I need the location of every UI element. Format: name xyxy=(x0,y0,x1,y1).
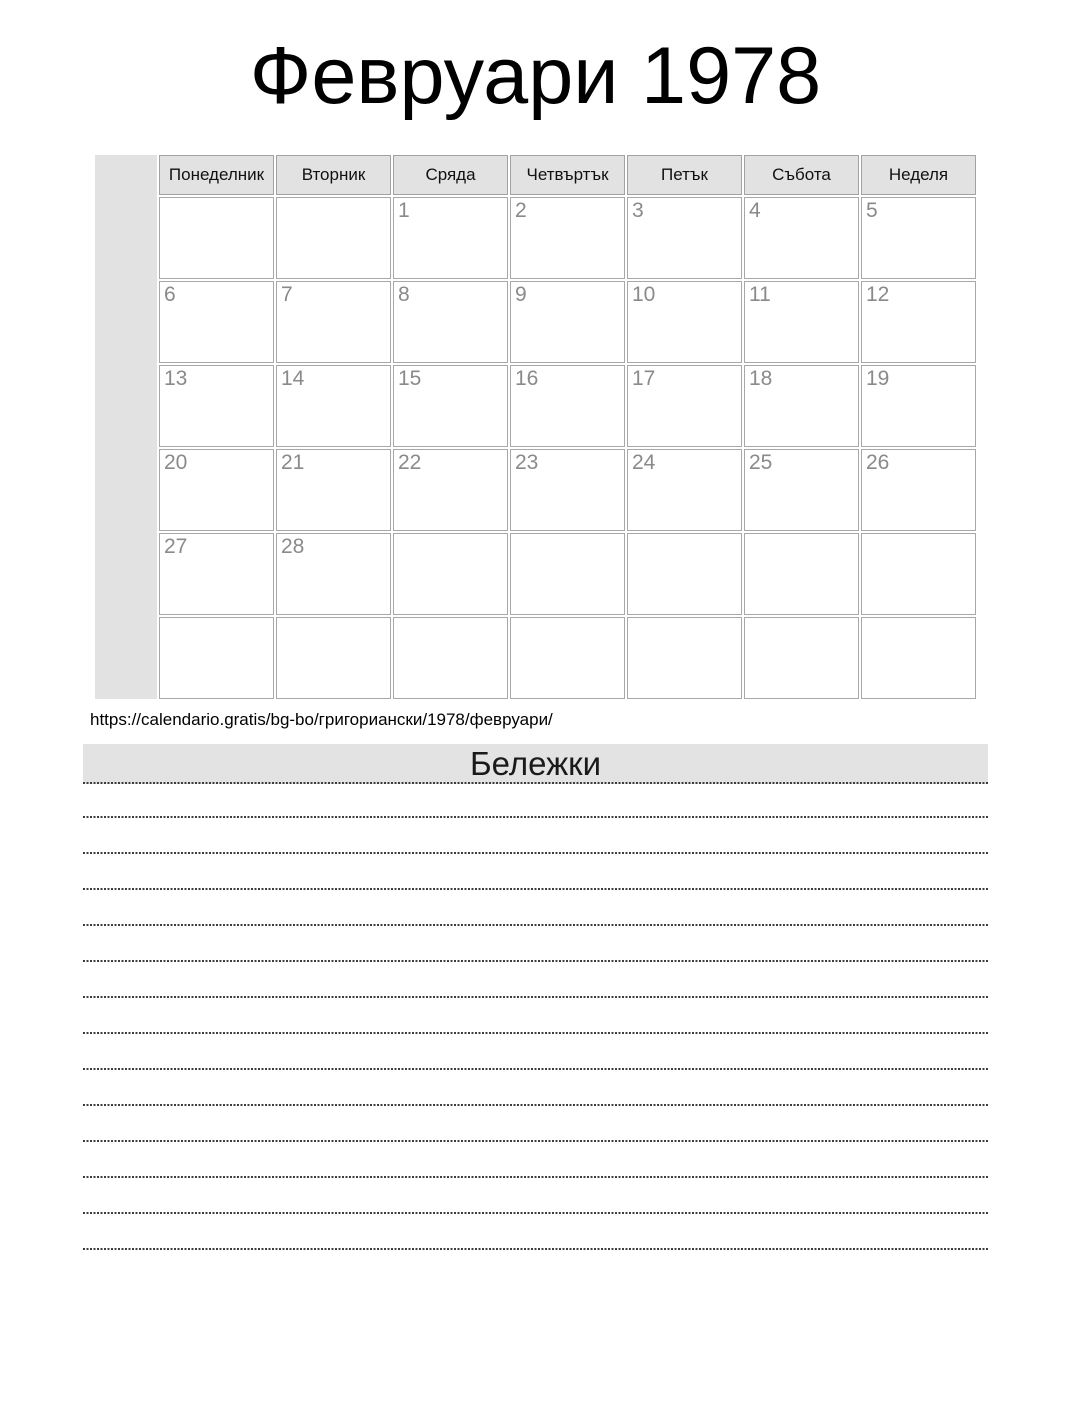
weekday-header: Четвъртък xyxy=(510,155,625,195)
week-row xyxy=(95,533,976,615)
day-cell xyxy=(627,365,742,447)
day-cell xyxy=(744,197,859,279)
day-cell xyxy=(627,449,742,531)
day-number: 24 xyxy=(632,451,656,475)
weekday-header: Петък xyxy=(627,155,742,195)
note-line xyxy=(83,1178,988,1214)
notes-lines xyxy=(83,784,988,1250)
day-number: 23 xyxy=(515,451,539,475)
note-line xyxy=(83,962,988,998)
day-number: 3 xyxy=(632,199,644,223)
day-number: 27 xyxy=(164,535,188,559)
day-cell xyxy=(627,197,742,279)
note-line xyxy=(83,1034,988,1070)
empty-day-cell xyxy=(627,617,742,699)
day-cell xyxy=(393,449,508,531)
weekday-header: Сряда xyxy=(393,155,508,195)
day-number: 12 xyxy=(866,283,890,307)
weekday-header: Вторник xyxy=(276,155,391,195)
day-cell xyxy=(744,281,859,363)
empty-day-cell xyxy=(861,617,976,699)
empty-day-cell xyxy=(744,617,859,699)
empty-day-cell xyxy=(627,533,742,615)
day-number: 6 xyxy=(164,283,176,307)
notes-heading: Бележки xyxy=(469,745,602,783)
day-number: 16 xyxy=(515,367,539,391)
day-number: 25 xyxy=(749,451,773,475)
note-line xyxy=(83,1070,988,1106)
note-line xyxy=(83,926,988,962)
week-row xyxy=(95,449,976,531)
calendar-body xyxy=(95,155,976,699)
empty-day-cell xyxy=(510,533,625,615)
day-cell xyxy=(627,281,742,363)
day-cell xyxy=(744,365,859,447)
day-cell xyxy=(861,449,976,531)
empty-day-cell xyxy=(393,617,508,699)
day-number: 2 xyxy=(515,199,527,223)
day-number: 1 xyxy=(398,199,410,223)
day-number: 21 xyxy=(281,451,305,475)
day-cell xyxy=(510,365,625,447)
weekday-header: Събота xyxy=(744,155,859,195)
day-number: 13 xyxy=(164,367,188,391)
week-row xyxy=(95,281,976,363)
day-cell xyxy=(510,449,625,531)
empty-day-cell xyxy=(393,533,508,615)
weekday-header: Неделя xyxy=(861,155,976,195)
empty-day-cell xyxy=(159,617,274,699)
day-number: 9 xyxy=(515,283,527,307)
day-cell xyxy=(159,449,274,531)
day-cell xyxy=(393,281,508,363)
note-line xyxy=(83,784,988,818)
note-line xyxy=(83,854,988,890)
empty-day-cell xyxy=(744,533,859,615)
week-row xyxy=(95,365,976,447)
day-number: 20 xyxy=(164,451,188,475)
weekday-header: Понеделник xyxy=(159,155,274,195)
empty-day-cell xyxy=(276,197,391,279)
note-line xyxy=(83,818,988,854)
day-number: 14 xyxy=(281,367,305,391)
empty-day-cell xyxy=(861,533,976,615)
note-line xyxy=(83,1106,988,1142)
day-number: 28 xyxy=(281,535,305,559)
day-cell xyxy=(861,365,976,447)
week-number-column xyxy=(95,155,157,699)
day-cell xyxy=(159,533,274,615)
day-cell xyxy=(861,197,976,279)
day-number: 5 xyxy=(866,199,878,223)
empty-day-cell xyxy=(510,617,625,699)
day-number: 17 xyxy=(632,367,656,391)
note-line xyxy=(83,890,988,926)
day-cell xyxy=(744,449,859,531)
day-cell xyxy=(510,197,625,279)
calendar-header-row xyxy=(95,155,976,195)
page-title: Февруари 1978 xyxy=(249,31,822,121)
notes-banner xyxy=(83,744,988,784)
source-url: https://calendario.gratis/bg-bo/григориански/1978/февруари/ xyxy=(90,710,553,730)
day-number: 15 xyxy=(398,367,422,391)
day-cell xyxy=(276,533,391,615)
day-number: 11 xyxy=(749,283,771,307)
day-number: 8 xyxy=(398,283,410,307)
day-cell xyxy=(861,281,976,363)
day-number: 26 xyxy=(866,451,890,475)
day-number: 18 xyxy=(749,367,773,391)
day-cell xyxy=(276,281,391,363)
day-number: 22 xyxy=(398,451,422,475)
calendar-table xyxy=(93,153,978,701)
note-line xyxy=(83,1142,988,1178)
empty-day-cell xyxy=(159,197,274,279)
empty-day-cell xyxy=(276,617,391,699)
week-row xyxy=(95,617,976,699)
note-line xyxy=(83,1214,988,1250)
day-cell xyxy=(393,365,508,447)
day-cell xyxy=(510,281,625,363)
week-row xyxy=(95,197,976,279)
day-cell xyxy=(159,281,274,363)
day-cell xyxy=(276,449,391,531)
day-cell xyxy=(159,365,274,447)
note-line xyxy=(83,998,988,1034)
day-number: 19 xyxy=(866,367,890,391)
day-number: 7 xyxy=(281,283,293,307)
day-number: 10 xyxy=(632,283,656,307)
day-number: 4 xyxy=(749,199,761,223)
day-cell xyxy=(393,197,508,279)
day-cell xyxy=(276,365,391,447)
